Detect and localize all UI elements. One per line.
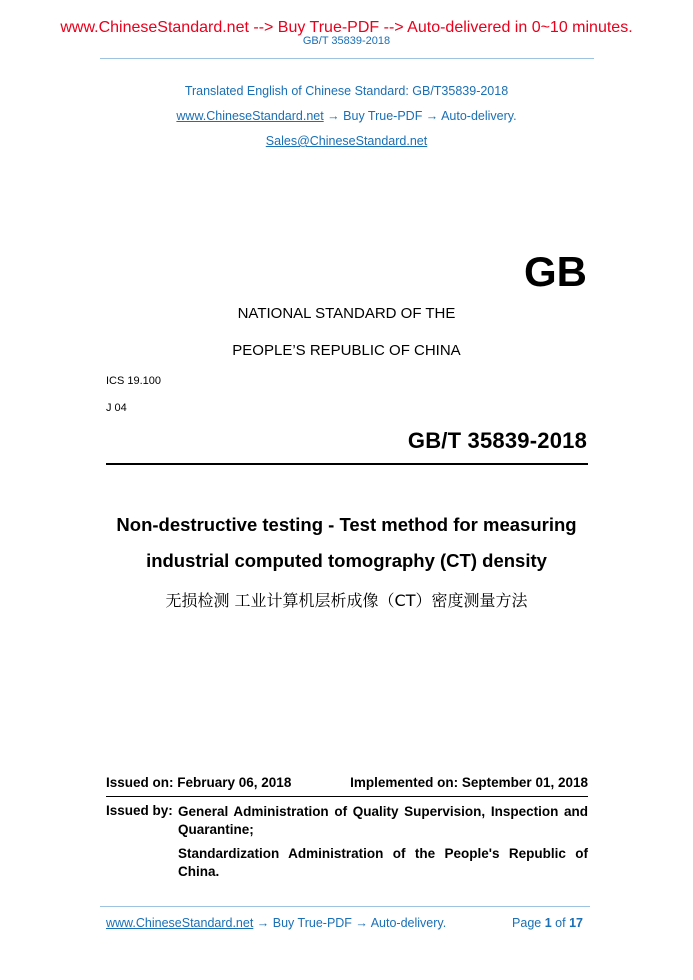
page-indicator: [512, 916, 583, 930]
title-line-2: industrial computed tomography (CT) density: [146, 550, 547, 571]
issued-by-label: Issued by:: [106, 803, 173, 818]
promo-text: → Buy True-PDF → Auto-delivery.: [323, 109, 517, 123]
national-standard-line-1: NATIONAL STANDARD OF THE: [237, 305, 456, 322]
chinese-title: 无损检测 工业计算机层析成像（CT）密度测量方法: [165, 591, 528, 610]
title-rule: [106, 463, 588, 465]
issued-on: Issued on: February 06, 2018: [106, 775, 292, 790]
issuer-1: General Administration of Quality Supervision, Inspection and Quarantine;: [178, 804, 588, 837]
top-banner[interactable]: www.ChineseStandard.net --> Buy True-PDF --> Auto-delivered in 0~10 minutes.: [60, 19, 633, 36]
national-standard-line-2: PEOPLE’S REPUBLIC OF CHINA: [232, 342, 461, 359]
footer-promo: [106, 916, 446, 930]
email-link[interactable]: Sales@ChineseStandard.net: [265, 134, 428, 148]
ccs-code: J 04: [106, 402, 127, 414]
standard-number: GB/T 35839-2018: [407, 428, 587, 453]
implemented-on: Implemented on: September 01, 2018: [350, 775, 588, 790]
gb-mark: GB: [524, 248, 587, 295]
promo-line: [0, 109, 693, 123]
page-total: 17: [569, 916, 583, 930]
footer-promo-text: → Buy True-PDF → Auto-delivery.: [253, 916, 447, 930]
dates-rule: [106, 796, 588, 797]
email-line: [0, 134, 693, 148]
page-of: of: [555, 916, 566, 930]
page-label: Page: [512, 916, 542, 930]
footer-site-link[interactable]: www.ChineseStandard.net: [106, 916, 254, 930]
site-link[interactable]: www.ChineseStandard.net: [176, 109, 324, 123]
footer-divider: [100, 906, 590, 907]
header-divider: [100, 58, 594, 59]
running-header: GB/T 35839-2018: [302, 35, 391, 47]
title-line-1: Non-destructive testing - Test method for measuring: [116, 514, 577, 535]
ics-code: ICS 19.100: [106, 375, 162, 387]
translated-line: Translated English of Chinese Standard: GB/T35839-2018: [184, 84, 509, 98]
issuer-2: Standardization Administration of the People's Republic of China.: [178, 846, 588, 879]
page-current: 1: [544, 916, 552, 930]
